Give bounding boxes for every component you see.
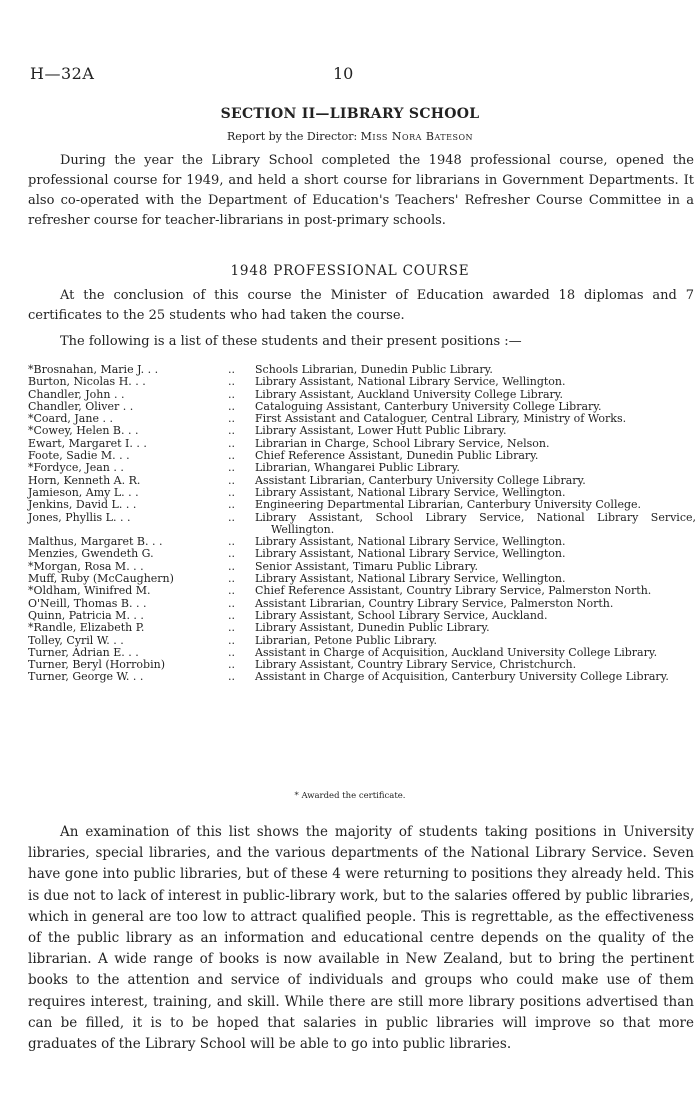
student-name: *Fordyce, Jean . . — [28, 461, 124, 475]
student-name: Horn, Kenneth A. R. — [28, 473, 141, 487]
student-position: Library Assistant, Lower Hutt Public Library. — [255, 424, 507, 438]
student-name: Turner, Adrian E. . . — [28, 645, 139, 659]
student-name: *Oldham, Winifred M. — [28, 584, 151, 598]
leader-dots: .. — [228, 621, 235, 635]
student-name: Turner, George W. . . — [28, 670, 144, 684]
student-row — [28, 548, 696, 560]
student-row — [28, 425, 696, 437]
section-title: SECTION II—LIBRARY SCHOOL — [220, 106, 480, 122]
student-row — [28, 622, 696, 634]
student-row — [28, 376, 696, 388]
leader-dots: .. — [228, 547, 235, 561]
student-name: Turner, Beryl (Horrobin) — [28, 658, 165, 672]
student-position: Library Assistant, Auckland University College Library. — [255, 387, 564, 401]
student-name: Foote, Sadie M. . . — [28, 449, 130, 463]
student-name: Ewart, Margaret I. . . — [28, 436, 147, 450]
student-name: *Cowey, Helen B. . . — [28, 424, 139, 438]
student-name: *Brosnahan, Marie J. . . — [28, 363, 159, 376]
student-name: Menzies, Gwendeth G. — [28, 547, 154, 561]
leader-dots: .. — [228, 412, 235, 426]
student-position: Library Assistant, National Library Service, Wellington. — [255, 547, 566, 561]
student-name: Muff, Ruby (McCaughern) — [28, 572, 174, 586]
student-position: Chief Reference Assistant, Dunedin Public Library. — [255, 449, 539, 463]
leader-dots: .. — [228, 658, 235, 672]
leader-dots: .. — [228, 436, 235, 450]
leader-dots: .. — [228, 559, 235, 573]
leader-dots: .. — [228, 387, 235, 401]
leader-dots: .. — [228, 633, 235, 647]
page-number: 10 — [333, 64, 354, 83]
leader-dots: .. — [228, 498, 235, 512]
leader-dots: .. — [228, 375, 235, 389]
student-row — [28, 499, 696, 511]
leader-dots: .. — [228, 510, 235, 524]
student-name: Chandler, John . . — [28, 387, 125, 401]
student-position: Assistant Librarian, Canterbury University College Library. — [255, 473, 586, 487]
student-name: *Morgan, Rosa M. . . — [28, 559, 144, 573]
leader-dots: .. — [228, 670, 235, 684]
leader-dots: .. — [228, 485, 235, 499]
student-row — [28, 585, 696, 597]
student-name: Tolley, Cyril W. . . — [28, 633, 124, 647]
student-name: Chandler, Oliver . . — [28, 399, 134, 413]
student-row — [28, 462, 696, 474]
student-position: First Assistant and Cataloguer, Central Library, Ministry of Works. — [255, 412, 627, 426]
leader-dots: .. — [228, 461, 235, 475]
student-list — [28, 364, 696, 684]
leader-dots: .. — [228, 535, 235, 549]
student-position: Engineering Departmental Librarian, Canterbury University College. — [255, 498, 642, 512]
report-prefix: Report by the Director: — [226, 130, 358, 143]
leader-dots: .. — [228, 399, 235, 413]
leader-dots: .. — [228, 596, 235, 610]
document-reference: H—32A — [30, 64, 95, 83]
closing-paragraph: An examination of this list shows the majority of students taking positions in University libraries, special libraries, and the various departments of the National Library Service. Seven have gone into public libraries, but of these 4 were returning to positions they already held. This is due not to lack of interest in public-library work, but to the salaries offered by public libraries, which in general are too low to attract qualified people. This is regrettable, as the effectiveness of the public library as an information and educational centre depends on the quality of the librarian. A wide range of books is now available in New Zealand, but to bring the pertinent books to the attention and service of individuals and groups who could make use of them requires interest, training, and skill. While there are still more library positions advertised than can be filled, it is to be hoped that salaries in public libraries will improve so that more graduates of the Library School will be able to go into public libraries. — [28, 824, 694, 1053]
student-position: Library Assistant, Country Library Service, Christchurch. — [255, 658, 577, 672]
leader-dots: .. — [228, 363, 235, 376]
intro-paragraph: During the year the Library School completed the 1948 professional course, opened the professional course for 1949, and held a short course for librarians in Government Departments. It also co-operated with the Department of Education's Teachers' Refresher Course Committee in a refresher course for teacher-librarians in post-primary schools. — [28, 153, 694, 228]
student-name: O'Neill, Thomas B. . . — [28, 596, 147, 610]
student-position: Library Assistant, National Library Service, Wellington. — [255, 375, 566, 389]
leader-dots: .. — [228, 473, 235, 487]
student-row — [28, 512, 696, 537]
student-position: Assistant Librarian, Country Library Service, Palmerston North. — [255, 596, 614, 610]
student-position: Librarian, Whangarei Public Library. — [255, 461, 460, 475]
student-position: Library Assistant, School Library Service, National Library Service, Wellington. — [255, 510, 696, 536]
course-title: 1948 PROFESSIONAL COURSE — [230, 263, 470, 279]
student-name: Quinn, Patricia M. . . — [28, 608, 144, 622]
student-position: Library Assistant, Dunedin Public Library. — [255, 621, 490, 635]
course-paragraph: At the conclusion of this course the Minister of Education awarded 18 diplomas and 7 certificates to the 25 students who had taken the course. — [28, 288, 694, 323]
student-row — [28, 671, 696, 683]
student-position: Librarian, Petone Public Library. — [255, 633, 438, 647]
director-name: Miss Nora Bateson — [360, 130, 474, 143]
student-position: Assistant in Charge of Acquisition, Auckland University College Library. — [255, 645, 658, 659]
student-position: Assistant in Charge of Acquisition, Canterbury University College Library. — [255, 670, 669, 684]
student-position: Schools Librarian, Dunedin Public Library. — [255, 363, 493, 376]
footnote: * Awarded the certificate. — [294, 791, 406, 801]
leader-dots: .. — [228, 572, 235, 586]
leader-dots: .. — [228, 449, 235, 463]
leader-dots: .. — [228, 424, 235, 438]
student-name: *Randle, Elizabeth P. — [28, 621, 145, 635]
student-position: Cataloguing Assistant, Canterbury University College Library. — [255, 399, 602, 413]
student-name: Jamieson, Amy L. . . — [28, 485, 139, 499]
leader-dots: .. — [228, 584, 235, 598]
leader-dots: .. — [228, 645, 235, 659]
report-byline — [0, 130, 700, 143]
student-position: Library Assistant, National Library Service, Wellington. — [255, 535, 566, 549]
student-position: Senior Assistant, Timaru Public Library. — [255, 559, 478, 573]
student-row — [28, 635, 696, 647]
student-position: Library Assistant, School Library Service, Auckland. — [255, 608, 548, 622]
student-name: Jenkins, David L. . . — [28, 498, 137, 512]
student-name: Burton, Nicolas H. . . — [28, 375, 146, 389]
student-name: Malthus, Margaret B. . . — [28, 535, 163, 549]
list-intro: The following is a list of these students and their present positions :— — [60, 334, 522, 349]
student-position: Library Assistant, National Library Service, Wellington. — [255, 485, 566, 499]
student-position: Chief Reference Assistant, Country Library Service, Palmerston North. — [255, 584, 652, 598]
student-name: Jones, Phyllis L. . . — [28, 510, 131, 524]
leader-dots: .. — [228, 608, 235, 622]
student-position: Librarian in Charge, School Library Service, Nelson. — [255, 436, 550, 450]
student-position: Library Assistant, National Library Service, Wellington. — [255, 572, 566, 586]
student-name: *Coard, Jane . . — [28, 412, 113, 426]
